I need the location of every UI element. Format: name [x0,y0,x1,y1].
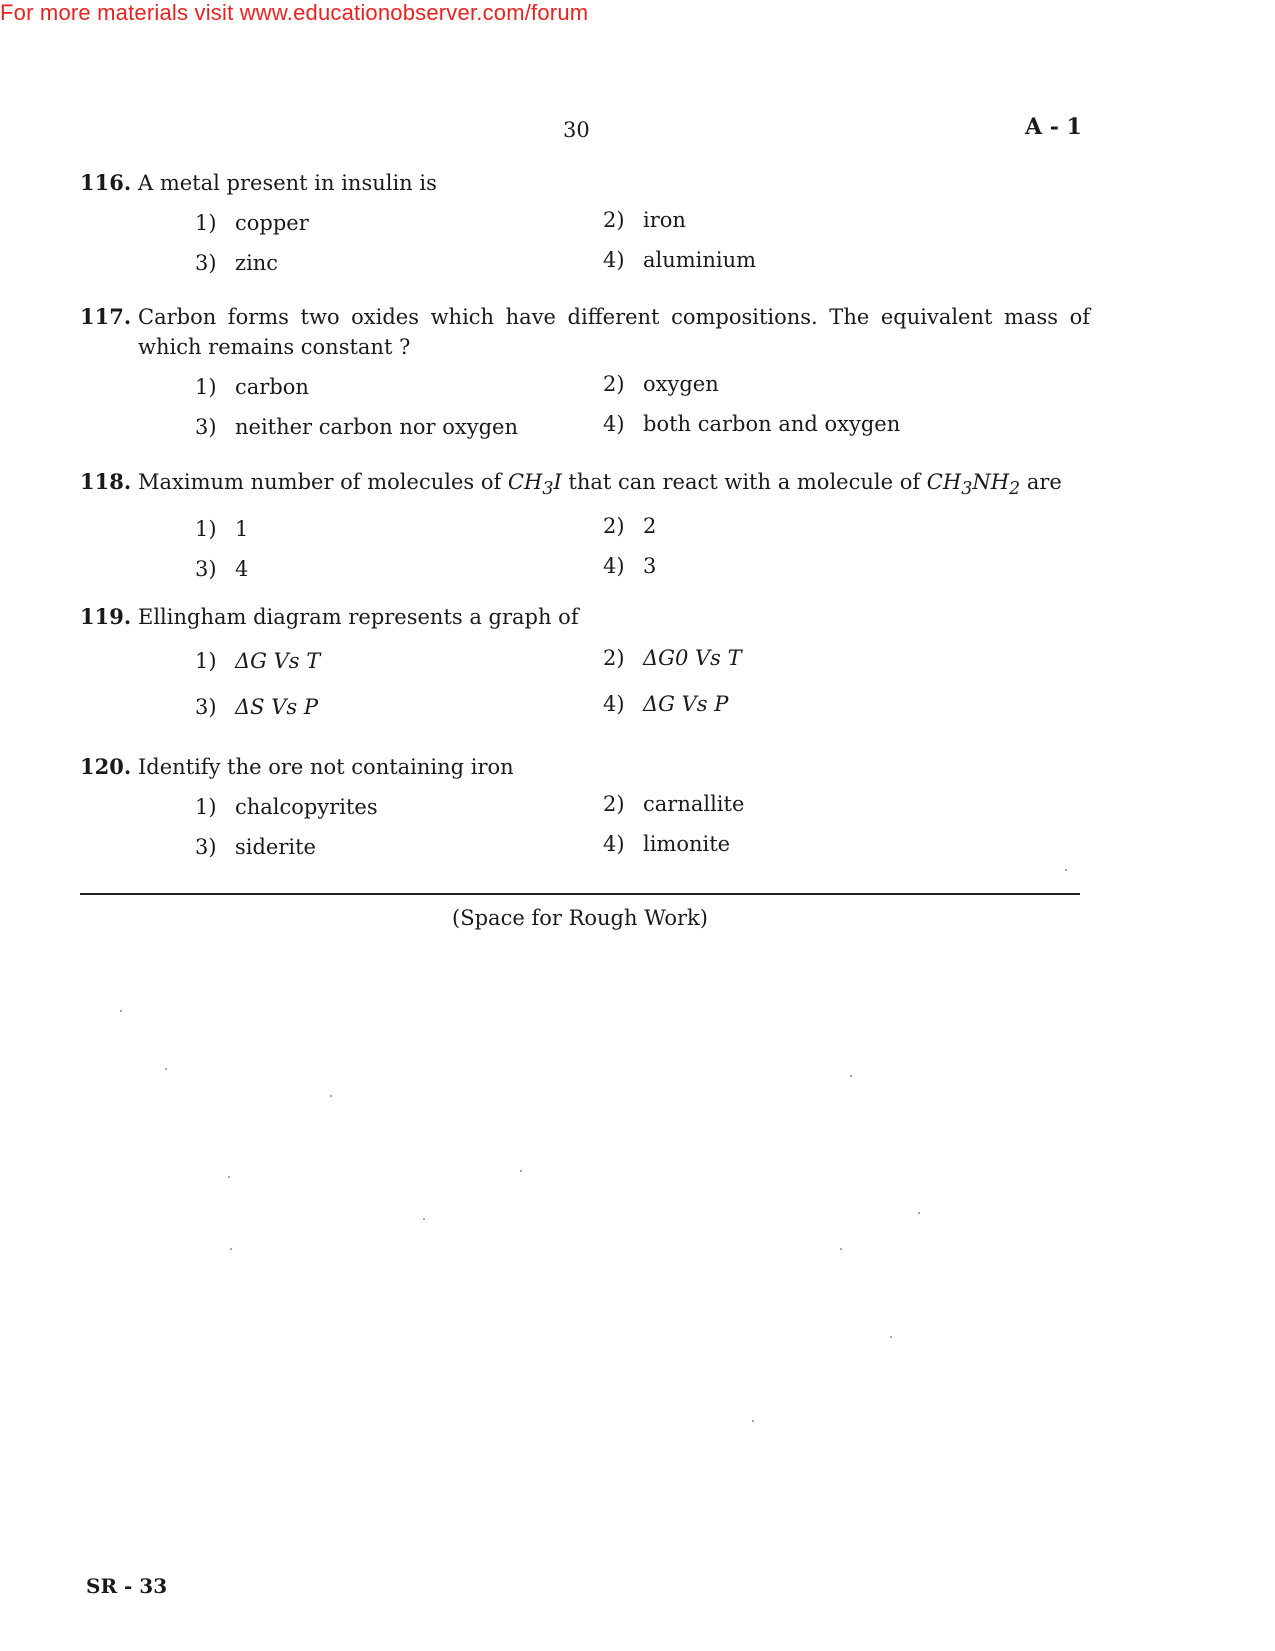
question-text: Maximum number of molecules of $CH_3I$ that can react with a molecule of $CH_3NH_2$ are [138,470,1062,500]
question-number: 119. [80,604,132,629]
scan-speck [230,1248,232,1250]
question-116 [80,168,1090,278]
paper-code: SR - 33 [86,1574,168,1598]
option-4: 4) limonite [603,832,731,856]
question-text: Carbon forms two oxides which have different compositions. The equivalent mass of which remains constant ? [138,305,1090,359]
scan-speck [330,1095,332,1097]
scan-speck [752,1420,754,1422]
question-117 [80,302,1090,442]
site-banner: For more materials visit www.educationobserver.com/forum [0,0,589,25]
option-4: 4) 3 [603,554,657,579]
scan-speck [840,1248,842,1250]
question-120 [80,752,1090,862]
scan-speck [850,1075,852,1077]
option-2: 2) ΔG0 Vs T [603,646,742,670]
option-2: 2) oxygen [603,372,719,396]
scan-speck [165,1068,167,1070]
question-text: Identify the ore not containing iron [138,755,514,779]
scan-speck [1065,869,1067,871]
scan-speck [228,1176,230,1178]
scan-speck [423,1218,425,1220]
option-4: 4) ΔG Vs P [603,692,729,716]
option-1: 1) ΔG Vs T [195,649,321,673]
formula-ch3i: $CH_3I$ [507,470,562,500]
option-4: 4) both carbon and oxygen [603,412,901,436]
option-1: 1) chalcopyrites [195,795,378,819]
option-2: 2) 2 [603,514,657,539]
option-1: 1) carbon [195,375,309,399]
option-3: 3) siderite [195,835,316,859]
options-list [195,208,1075,278]
options-list [195,372,1075,442]
rough-work-label: (Space for Rough Work) [452,906,708,930]
scan-speck [520,1170,522,1172]
page-number: 30 [563,118,590,142]
option-3: 3) ΔS Vs P [195,695,318,719]
question-text: Ellingham diagram represents a graph of [138,605,579,629]
option-1: 1) 1 [195,517,249,542]
option-2: 2) carnallite [603,792,745,816]
question-number: 116. [80,170,132,195]
question-number: 120. [80,754,132,779]
booklet-code: A - 1 [1025,114,1082,140]
scan-speck [120,1010,122,1012]
question-118 [80,467,1090,584]
option-3: 3) 4 [195,557,249,582]
formula-ch3nh2: $CH_3NH_2$ [926,470,1021,500]
option-3: 3) neither carbon nor oxygen [195,415,519,439]
scan-speck [918,1212,920,1214]
question-text: A metal present in insulin is [138,171,437,195]
rough-work-divider [80,893,1080,895]
scan-speck [890,1336,892,1338]
question-119 [80,602,1090,722]
options-list [195,646,1075,722]
options-list [195,514,1075,584]
option-4: 4) aluminium [603,248,757,272]
options-list [195,792,1075,862]
option-1: 1) copper [195,211,309,235]
question-number: 117. [80,304,132,329]
option-2: 2) iron [603,208,686,232]
option-3: 3) zinc [195,251,279,275]
question-number: 118. [80,469,132,494]
